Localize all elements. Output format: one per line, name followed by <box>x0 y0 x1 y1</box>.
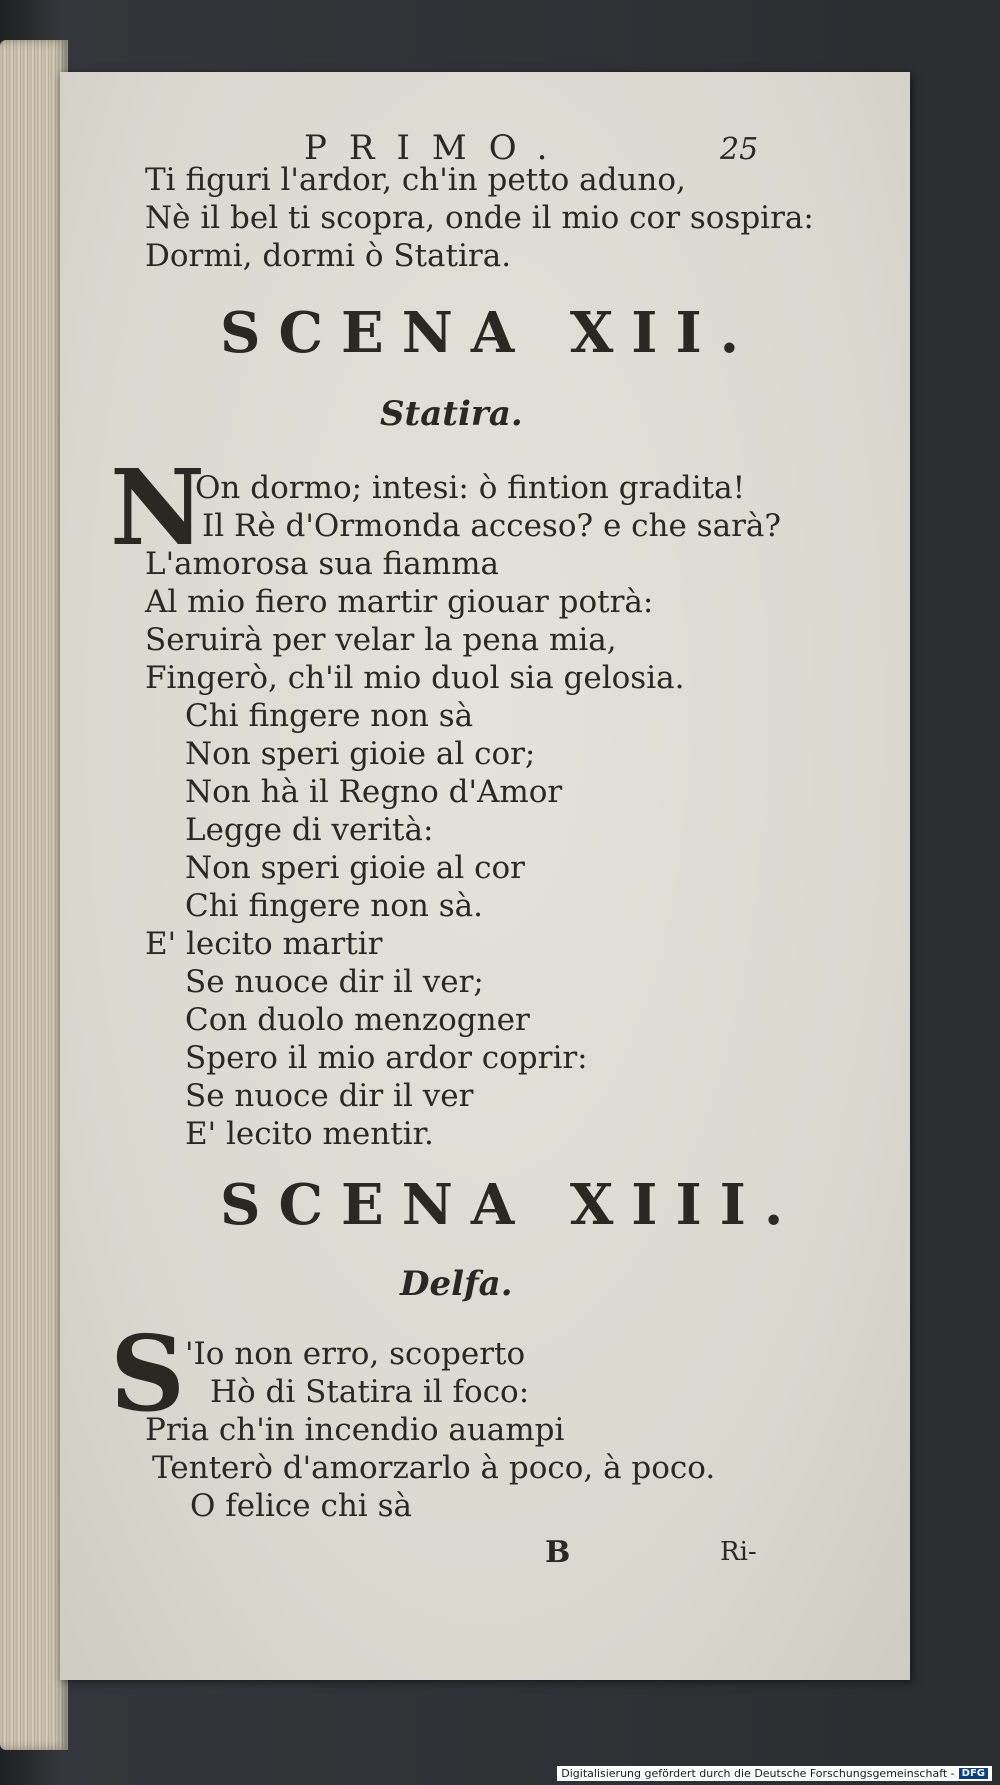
dfg-logo: DFG <box>959 1768 988 1779</box>
text-line: Non speri gioie al cor; <box>185 736 536 772</box>
text-line: Hò di Statira il foco: <box>210 1374 530 1410</box>
text-line: Ti figuri l'ardor, ch'in petto aduno, <box>145 162 686 198</box>
text-line: Nè il bel ti scopra, onde il mio cor sospira: <box>145 200 814 236</box>
text-line: On dormo; intesi: ò fintion gradita! <box>195 470 746 506</box>
text-line: Non hà il Regno d'Amor <box>185 774 563 810</box>
text-line: Dormi, dormi ò Statira. <box>145 238 512 274</box>
catchword: Ri- <box>720 1537 757 1567</box>
signature-mark: B <box>545 1535 571 1570</box>
text-line: Non speri gioie al cor <box>185 850 525 886</box>
speaker-name: Delfa. <box>400 1264 513 1304</box>
text-line: Se nuoce dir il ver; <box>185 964 484 1000</box>
scene-title: SCENA XIII. <box>220 1172 802 1238</box>
text-line: Seruirà per velar la pena mia, <box>145 622 617 658</box>
text-line: O felice chi sà <box>190 1488 412 1524</box>
text-line: E' lecito mentir. <box>185 1116 434 1152</box>
text-line: Pria ch'in incendio auampi <box>145 1412 565 1448</box>
text-line: 'Io non erro, scoperto <box>185 1336 526 1372</box>
text-line: Chi fingere non sà. <box>185 888 483 924</box>
book-page <box>60 72 910 1680</box>
page-number: 25 <box>720 132 759 167</box>
text-line: E' lecito martir <box>145 926 383 962</box>
text-line: Con duolo menzogner <box>185 1002 530 1038</box>
scene-title: SCENA XII. <box>220 300 758 366</box>
text-line: Fingerò, ch'il mio duol sia gelosia. <box>145 660 685 696</box>
digitization-credit <box>557 1766 992 1781</box>
running-head: PRIMO. <box>304 128 570 168</box>
text-line: Al mio fiero martir giouar potrà: <box>145 584 654 620</box>
text-line: Se nuoce dir il ver <box>185 1078 474 1114</box>
drop-cap: N <box>110 446 206 569</box>
page-edges <box>0 40 68 1750</box>
speaker-name: Statira. <box>380 394 523 434</box>
text-line: Spero il mio ardor coprir: <box>185 1040 588 1076</box>
text-line: Chi fingere non sà <box>185 698 474 734</box>
credit-text: Digitalisierung gefördert durch die Deutsche Forschungsgemeinschaft - <box>561 1767 955 1780</box>
text-line: Tenterò d'amorzarlo à poco, à poco. <box>152 1450 716 1486</box>
drop-cap: S <box>110 1312 186 1435</box>
text-line: Il Rè d'Ormonda acceso? e che sarà? <box>202 508 781 544</box>
text-line: Legge di verità: <box>185 812 434 848</box>
text-line: L'amorosa sua fiamma <box>145 546 500 582</box>
